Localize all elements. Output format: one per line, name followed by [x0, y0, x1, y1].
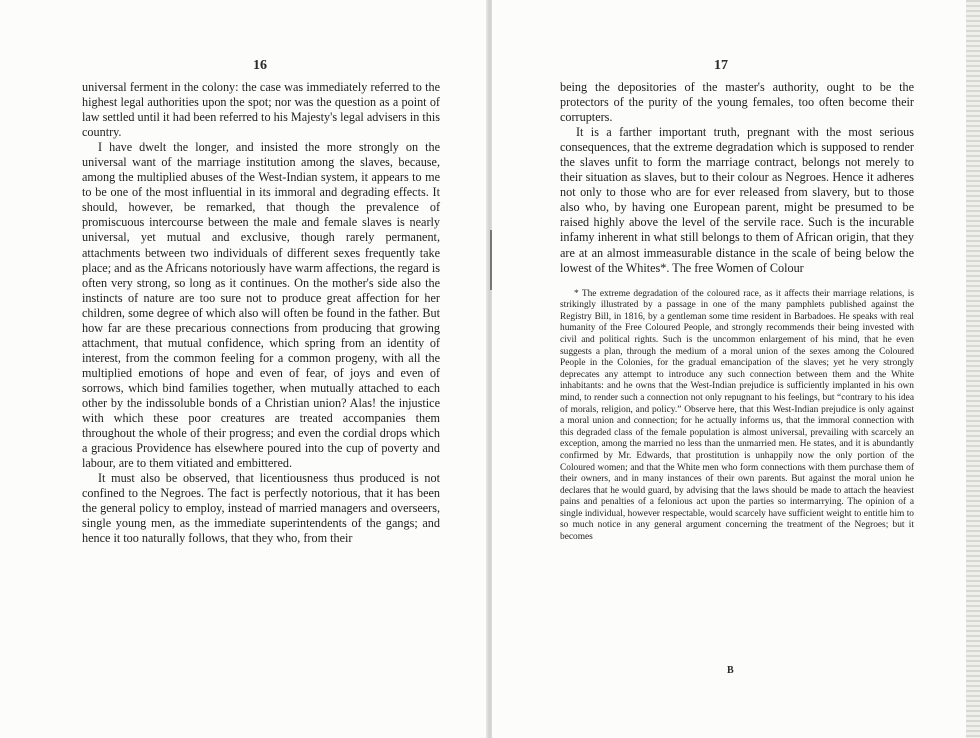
- signature-mark: B: [727, 665, 734, 676]
- right-page-number: 17: [714, 58, 728, 73]
- left-paragraph-2: I have dwelt the longer, and insisted the more strongly on the universal want of the marriage institution among the slaves, because, among the multiplied abuses of the West-Indian system, it appears to me to be one of the most influential in its immoral and degrading effects. It should, however, be remarked, that though the prevalence of promiscuous intercourse between the male and female slaves is nearly universal, yet mutual and exclusive, though rarely permanent, attachments between two individuals of different sexes frequently take place; and as the Africans notoriously have warm affections, the regard is often very strong, so long as it continues. On the mother's side also the instincts of nature are too sure not to produce great affection for her children, some degree of which also will often be found in the father. But how far are these precarious connections from producing that growing attachment, that mutual confidence, which spring from an identity of interest, from the common feeling for a common progeny, with all the multiplied emotions of hope and even of fear, of joys and even of sorrows, which bind families together, when mutually attached to each other by the indissoluble bonds of a Christian union? Alas! the injustice with which these poor creatures are treated accompanies them throughout the whole of their progress; and even the cordial drops which a gracious Providence has elsewhere poured into the cup of poverty and labour, are to them vitiated and embittered.: [82, 140, 440, 471]
- right-page-edges: [966, 0, 980, 738]
- left-page-body: [82, 80, 440, 546]
- right-paragraph-1: being the depositories of the master's authority, ought to be the protectors of the purity of the young females, too often become their corrupters.: [560, 80, 914, 125]
- right-paragraph-2: It is a farther important truth, pregnant with the most serious consequences, that the extreme degradation which is supposed to render the slaves unfit to form the marriage contract, belongs not merely to their situation as slaves, but to their colour as Negroes. Hence it adheres not only to those who are for ever released from slavery, but to those also who, by having one European parent, might be presumed to be raised highly above the level of the servile race. Such is the incurable infamy inherent in what still belongs to them of African origin, that they are at an almost immeasurable distance in the scale of being below the lowest of the Whites*. The free Women of Colour: [560, 125, 914, 275]
- left-paragraph-3: It must also be observed, that licentiousness thus produced is not confined to the Negroes. The fact is perfectly notorious, that it has been the general policy to employ, instead of married managers and overseers, single young men, as the immediate superintendents of the gangs; and hence it too naturally follows, that they who, from their: [82, 471, 440, 546]
- footnote-separator: [560, 283, 914, 284]
- right-page-body: [560, 80, 914, 544]
- footnote-text: * The extreme degradation of the coloured race, as it affects their marriage relations, is strikingly illustrated by a passage in one of the many pamphlets published against the Registry Bill, in 1816, by a gentleman some time resident in Barbadoes. He speaks with real humanity of the Free Coloured People, and strongly recommends their being invested with civil and political rights. Such is the uncommon enlargement of his mind, that he even suggests a plan, through the medium of a moral union of the sexes among the Coloured People in the Colonies, for the gradual emancipation of the slaves; yet he very strongly deprecates any attempt to introduce any such connection between them and the White inhabitants: and he owns that the West-Indian prejudice is sufficiently implanted in his own mind, to render such a connection not only repugnant to his feelings, but “contrary to his idea of morals, religion, and policy.” Observe here, that this West-Indian prejudice is only against a moral union and connection; for he actually informs us, that the immoral connection with this degraded class of the female population is almost universal, prevailing with scarcely an exception, among the married no less than the unmarried men. He states, and it is abundantly confirmed by Mr. Edwards, that prostitution is unhappily now the only portion of the Coloured women; and that the White men who form connections with them purchase them of their owners, and in many instances of their own parents. But against the moral union he declares that he would guard, by advising that the laws should be made to attach the heaviest pains and penalties of a felonious act upon the parties so intermarrying. The opinion of a single individual, however respectable, would scarcely have sufficient weight to entitle him to so much notice in any general argument concerning the treatment of the Negroes; but it becomes: [560, 288, 914, 543]
- footnote: [560, 289, 914, 544]
- left-page: [0, 0, 488, 738]
- left-page-number: 16: [253, 58, 267, 73]
- right-page: [492, 0, 980, 738]
- left-paragraph-1: universal ferment in the colony: the case was immediately referred to the highest legal authorities upon the spot; nor was the question as a point of law settled until it had been referred to his Majesty's legal advisers in this country.: [82, 80, 440, 140]
